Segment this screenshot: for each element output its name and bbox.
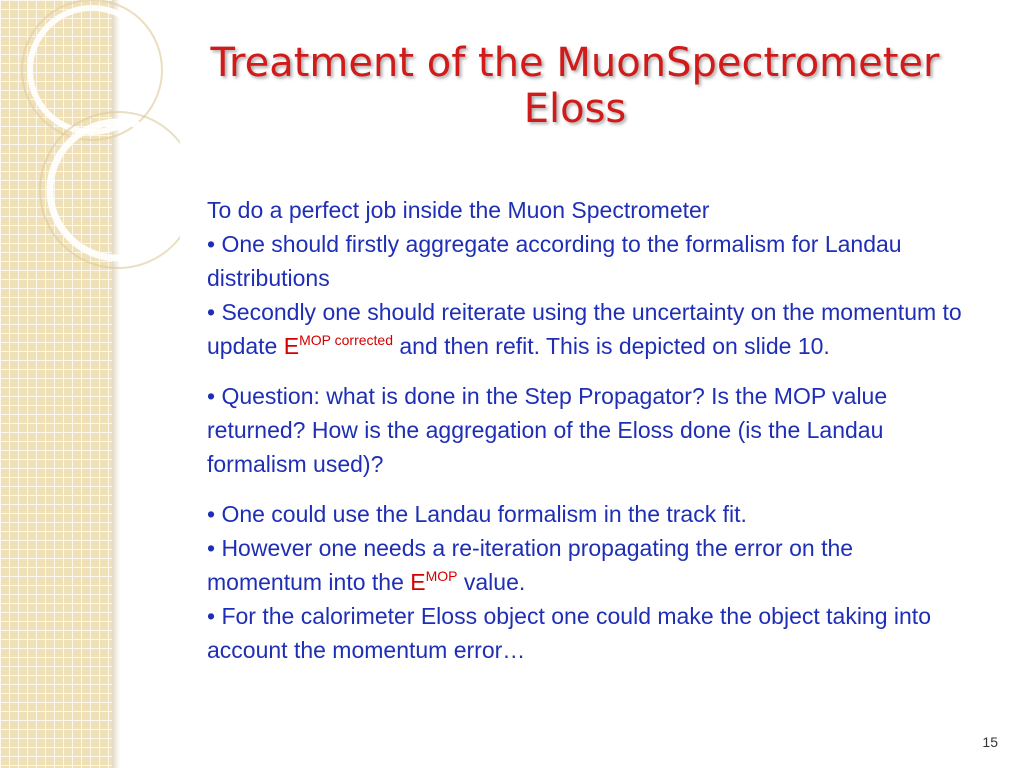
symbol-superscript: MOP	[425, 568, 458, 584]
bullet-reiterate	[207, 295, 967, 363]
bullet-reiterate-text: • Secondly one should reiterate using the uncertainty on the momentum to update	[207, 299, 962, 359]
decorative-rings-graphic	[0, 0, 180, 330]
symbol-superscript: MOP corrected	[299, 332, 393, 348]
bullet-reiteration-text: • However one needs a re-iteration propagating the error on the momentum into the	[207, 535, 854, 595]
e-mop-symbol	[410, 569, 457, 595]
e-mop-corrected-symbol	[284, 333, 393, 359]
bullet-question: • Question: what is done in the Step Propagator? Is the MOP value returned? How is the aggregation of the Eloss done (is the Landau formalism used)?	[207, 383, 888, 477]
page-number: 15	[982, 734, 998, 750]
bullet-landau-track-fit: • One could use the Landau formalism in the track fit.	[207, 501, 747, 527]
bullet-reiteration-text-end: value.	[457, 569, 526, 595]
paragraph-gap	[207, 363, 967, 379]
bullet-calorimeter: • For the calorimeter Eloss object one could make the object taking into account the momentum error…	[207, 603, 931, 663]
bullet-reiterate-text-end: and then refit. This is depicted on slide 10.	[392, 333, 830, 359]
bullet-reiteration	[207, 531, 967, 599]
bullet-aggregate: • One should firstly aggregate according to the formalism for Landau distributions	[207, 231, 902, 291]
symbol-e: E	[283, 333, 300, 359]
symbol-e: E	[410, 569, 426, 595]
slide-title: Treatment of the MuonSpectrometer Eloss	[210, 40, 940, 132]
paragraph-gap	[207, 481, 967, 497]
intro-line: To do a perfect job inside the Muon Spectrometer	[207, 197, 710, 223]
slide-body	[207, 193, 967, 667]
